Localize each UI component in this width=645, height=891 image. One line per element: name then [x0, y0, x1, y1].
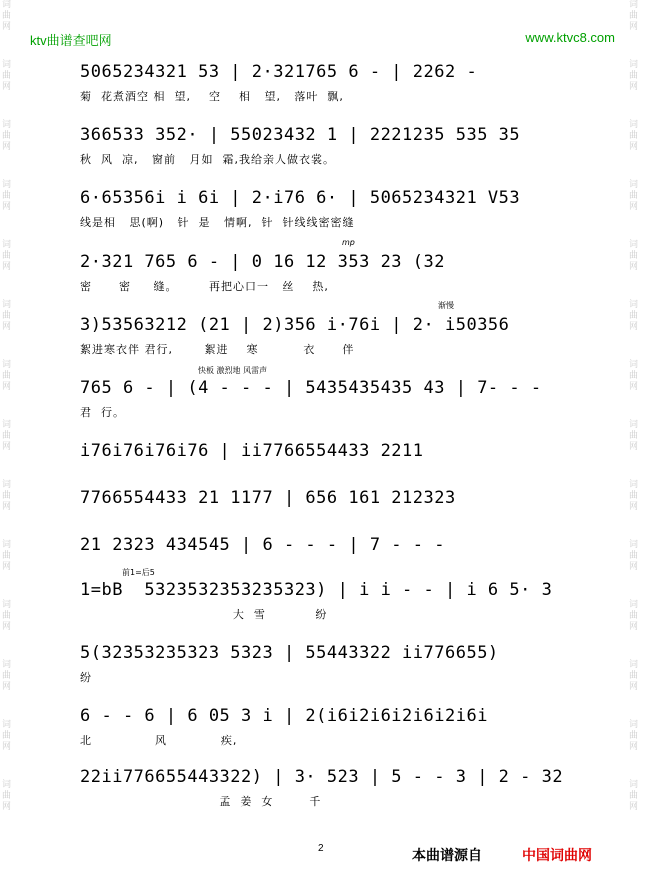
- site-url[interactable]: www.ktvc8.com: [525, 30, 615, 45]
- watermark-left: 词曲网 词曲网 词曲网 词曲网 词曲网 词曲网 词曲网 词曲网 词曲网 词曲网 词曲网 词曲网 词曲网 词曲网: [2, 0, 12, 812]
- tempo-mark: 渐慢: [438, 301, 454, 310]
- key-change-mark: 前1=后5: [122, 568, 155, 577]
- dynamic-mark: mp: [342, 238, 355, 247]
- watermark-right: 词曲网 词曲网 词曲网 词曲网 词曲网 词曲网 词曲网 词曲网 词曲网 词曲网 词曲网 词曲网 词曲网 词曲网: [629, 0, 639, 812]
- notation-line: 1=bB 5323532353235323) | i i - - | i 6 5· 3: [80, 580, 553, 600]
- lyrics-line: 大 雪 纷: [80, 608, 328, 621]
- notation-line: 366533 352· | 55023432 1 | 2221235 535 35: [80, 125, 521, 145]
- notation-line: 6 - - 6 | 6 05 3 i | 2(i6i2i6i2i6i2i6i: [80, 706, 488, 726]
- lyrics-line: 菊 花煮酒空 相 望, 空 相 望, 落叶 飘,: [80, 90, 344, 103]
- notation-line: 5065234321 53 | 2·321765 6 - | 2262 -: [80, 62, 478, 82]
- notation-line: 6·65356i i 6i | 2·i76 6· | 5065234321 V53: [80, 188, 521, 208]
- notation-line: 22ii776655443322) | 3· 523 | 5 - - 3 | 2 - 32: [80, 767, 564, 787]
- expression-mark: 快板 激烈地 风雷声: [198, 366, 268, 375]
- notation-line: 21 2323 434545 | 6 - - - | 7 - - -: [80, 535, 445, 555]
- lyrics-line: 秋 风 凉, 窗前 月如 霜,我给亲人做衣裳。: [80, 153, 335, 166]
- lyrics-line: 君 行。: [80, 406, 125, 419]
- notation-line: 2·321 765 6 - | 0 16 12 353 23 (32: [80, 252, 445, 272]
- notation-line: 7766554433 21 1177 | 656 161 212323: [80, 488, 456, 508]
- notation-line: 765 6 - | (4 - - - | 5435435435 43 | 7- - -: [80, 378, 542, 398]
- lyrics-line: 纷: [80, 671, 92, 684]
- lyrics-line: 絮进寒衣伴 君行, 絮进 寒 衣 伴: [80, 343, 355, 356]
- notation-line: 3)53563212 (21 | 2)356 i·76i | 2· i50356: [80, 315, 510, 335]
- page-number: 2: [318, 843, 324, 854]
- lyrics-line: 密 密 缝。 再把心口一 丝 热,: [80, 280, 329, 293]
- notation-line: 5(32353235323 5323 | 55443322 ii776655): [80, 643, 499, 663]
- lyrics-line: 线是相 思(啊) 针 是 情啊, 针 针线线密密缝: [80, 216, 355, 229]
- lyrics-line: 孟 姜 女 千: [80, 795, 322, 808]
- site-name: ktv曲谱查吧网: [30, 33, 112, 48]
- brand-link[interactable]: 中国词曲网: [522, 847, 592, 863]
- lyrics-line: 北 风 疾,: [80, 734, 238, 747]
- source-label: 本曲谱源自: [412, 847, 482, 863]
- notation-line: i76i76i76i76 | ii7766554433 2211: [80, 441, 424, 461]
